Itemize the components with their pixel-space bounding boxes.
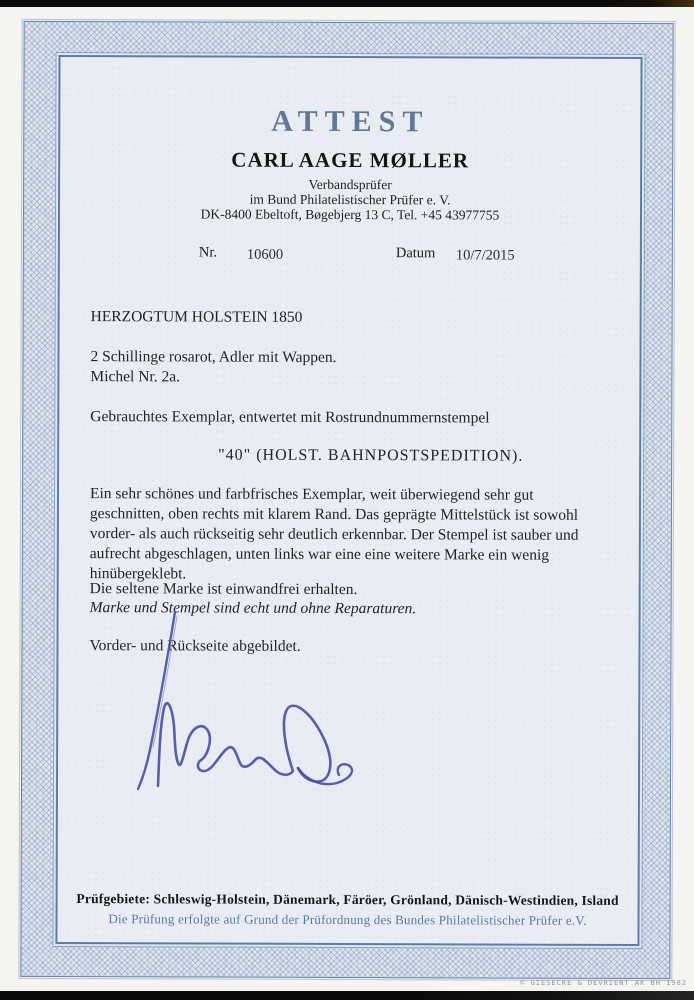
footer-regulation-note: Die Prüfung erfolgte auf Grund der Prüfordnung des Bundes Philatelistischer Prüfer e.V. [108, 911, 587, 928]
date-label: Datum [395, 245, 436, 262]
scan-edge-bottom [0, 991, 694, 1000]
text-line: geschnitten, oben rechts mit klarem Rand. Das geprägte Mittelstück ist sowohl [89, 505, 579, 524]
printer-credit: © GIESECKE & DEVRIENT AK BH 1982 [520, 979, 687, 987]
examiner-address: DK-8400 Ebeltoft, Bøgebjerg 13 C, Tel. +45 43977755 [200, 206, 500, 223]
certificate-number-value: 10600 [246, 246, 284, 263]
text-line: aufrecht abgeschlagen, unten links war eine eine weitere Marke ein wenig [89, 545, 550, 564]
usage-line: Gebrauchtes Exemplar, entwertet mit Rostrundnummernstempel [90, 408, 490, 427]
genuineness-line: Marke und Stempel sind echt und ohne Reparaturen. [89, 599, 417, 618]
examiner-name: CARL AAGE MØLLER [231, 147, 470, 173]
guilloche-border [20, 21, 673, 979]
text-line: 2 Schillinge rosarot, Adler mit Wappen. [90, 348, 337, 366]
certificate-title: ATTEST [271, 104, 430, 139]
text-line: vorder- als auch rückseitig sehr deutlich erkennbar. Der Stempel ist sauber und [89, 525, 579, 544]
examiner-association: im Bund Philatelistischer Prüfer e. V. [249, 191, 451, 208]
certificate-paper [55, 55, 642, 946]
date-value: 10/7/2015 [455, 247, 515, 264]
item-description [90, 347, 336, 388]
item-heading: HERZOGTUM HOLSTEIN 1850 [90, 308, 303, 326]
footer-expertise-areas: Prüfgebiete: Schleswig-Holstein, Dänemark, Färöer, Grönland, Dänisch-Westindien, Island [76, 891, 619, 908]
certificate-number-label: Nr. [198, 244, 218, 261]
examiner-role: Verbandsprüfer [308, 176, 392, 193]
scan-edge-top [0, 0, 694, 7]
condition-paragraph [90, 484, 579, 586]
text-line: Michel Nr. 2a. [90, 368, 181, 386]
cancel-line: "40" (HOLST. BAHNPOSTSPEDITION). [218, 446, 524, 465]
text-line: hinübergeklebt. [89, 565, 187, 583]
illustration-line: Vorder- und Rückseite abgebildet. [89, 637, 301, 655]
condition-line: Die seltene Marke ist einwandfrei erhalten. [89, 580, 358, 599]
text-line: Ein sehr schönes und farbfrisches Exemplar, weit überwiegend sehr gut [89, 485, 534, 504]
